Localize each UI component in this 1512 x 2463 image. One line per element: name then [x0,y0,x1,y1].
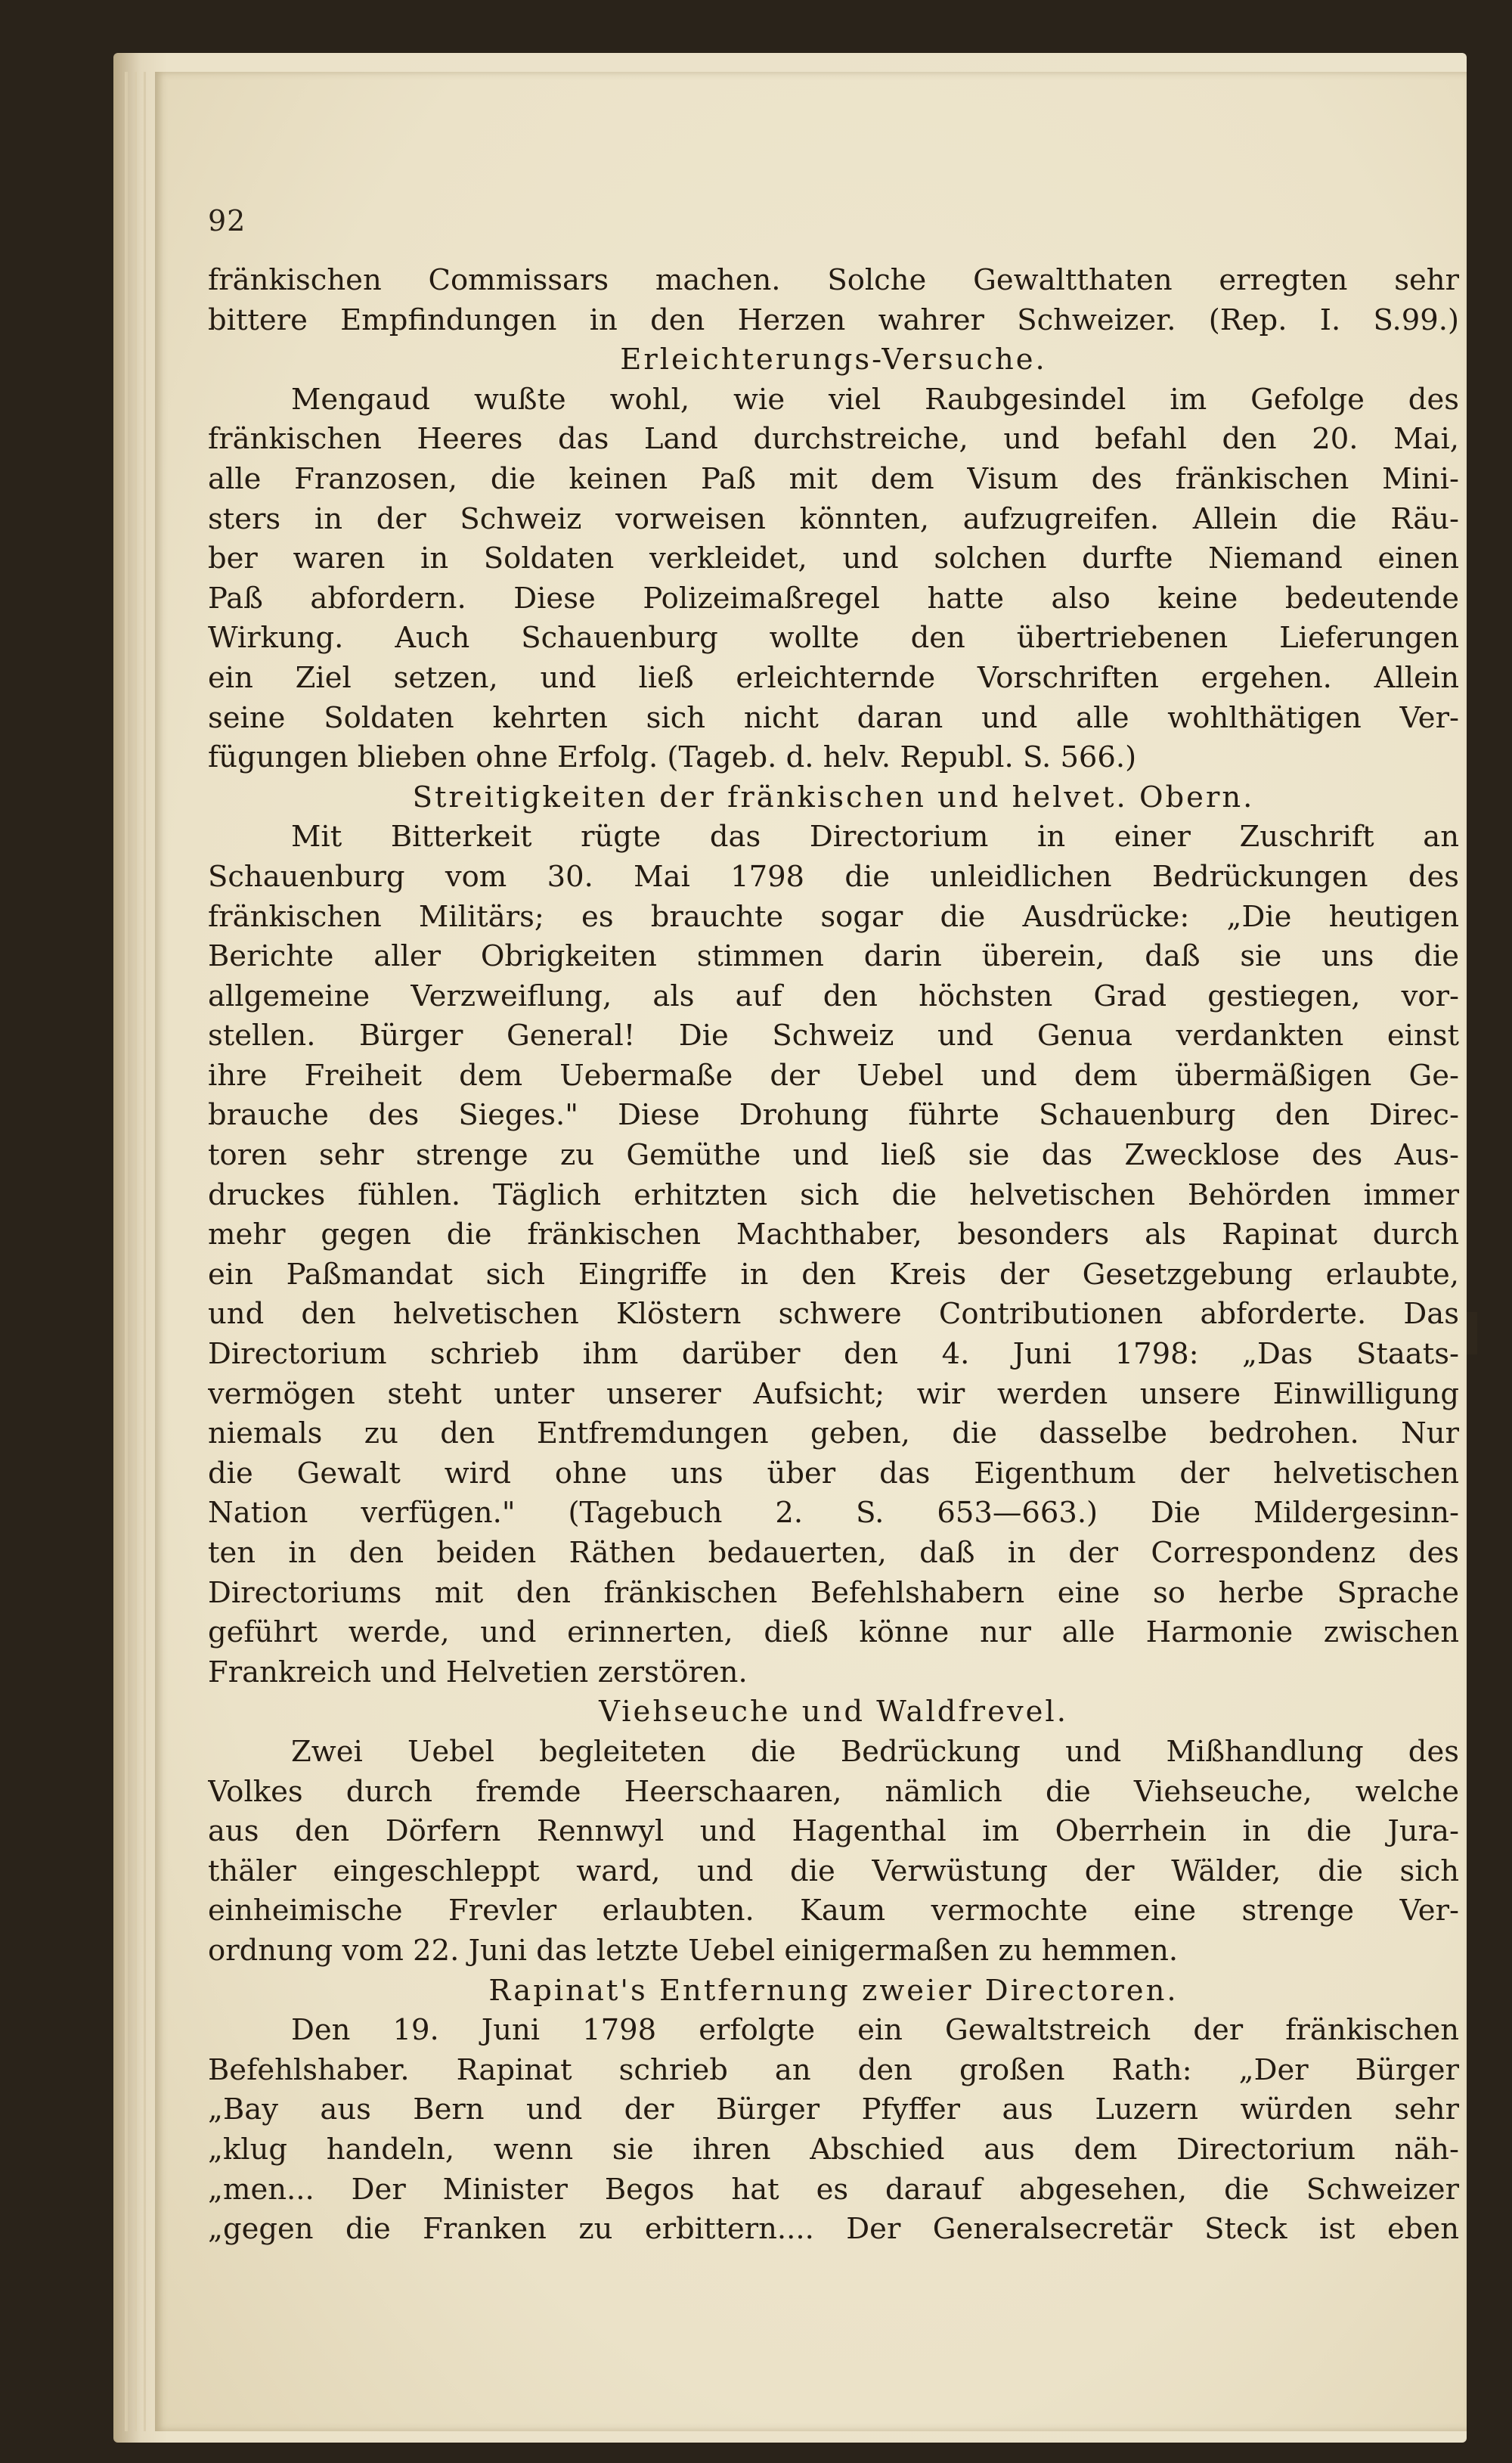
text-line: und den helvetischen Klöstern schwere Contributionen abforderte. Das [208,1297,1459,1332]
text-line: einheimische Frevler erlaubten. Kaum vermochte eine strenge Ver- [208,1894,1459,1928]
text-line: toren sehr strenge zu Gemüthe und ließ sie das Zwecklose des Aus- [208,1138,1459,1173]
text-line: „gegen die Franken zu erbittern.... Der Generalsecretär Steck ist eben [208,2212,1459,2247]
text-line: sters in der Schweiz vorweisen könnten, aufzugreifen. Allein die Räu- [208,501,1459,536]
text-line: Wirkung. Auch Schauenburg wollte den übertriebenen Lieferungen [208,621,1459,656]
text-line: Schauenburg vom 30. Mai 1798 die unleidlichen Bedrückungen des [208,859,1459,894]
text-line: druckes fühlen. Täglich erhitzten sich die helvetischen Behörden immer [208,1177,1459,1212]
text-line: geführt werde, und erinnerten, dieß könne nur alle Harmonie zwischen [208,1615,1459,1650]
section-heading: Erleichterungs-Versuche. [620,343,1047,377]
text-line: „Bay aus Bern und der Bürger Pfyffer aus Luzern würden sehr [208,2092,1459,2127]
text-line: stellen. Bürger General! Die Schweiz und Genua verdankten einst [208,1019,1459,1053]
text-line: „men... Der Minister Begos hat es darauf abgesehen, die Schweizer [208,2172,1459,2207]
text-line: niemals zu den Entfremdungen geben, die dasselbe bedrohen. Nur [208,1416,1459,1451]
text-line: Frankreich und Helvetien zerstören. [208,1655,748,1689]
text-line: seine Soldaten kehrten sich nicht daran und alle wohlthätigen Ver- [208,700,1459,735]
text-line: ihre Freiheit dem Uebermaße der Uebel und dem übermäßigen Ge- [208,1058,1459,1093]
text-line: ten in den beiden Räthen bedauerten, daß in der Correspondenz des [208,1536,1459,1570]
text-line: „klug handeln, wenn sie ihren Abschied aus dem Directorium näh- [208,2132,1459,2167]
text-line: Zwei Uebel begleiteten die Bedrückung und Mißhandlung des [291,1734,1459,1769]
text-line: Paß abfordern. Diese Polizeimaßregel hatte also keine bedeutende [208,581,1459,616]
text-line: Directoriums mit den fränkischen Befehlshabern eine so herbe Sprache [208,1575,1459,1610]
section-heading: Streitigkeiten der fränkischen und helvet. Obern. [412,780,1255,814]
text-line: Nation verfügen." (Tagebuch 2. S. 653—663.) Die Mildergesinn- [208,1496,1459,1531]
text-line: ber waren in Soldaten verkleidet, und solchen durfte Niemand einen [208,541,1459,576]
text-line: allgemeine Verzweiflung, als auf den höchsten Grad gestiegen, vor- [208,979,1459,1013]
section-heading: Viehseuche und Waldfrevel. [599,1695,1068,1729]
text-line: Volkes durch fremde Heerschaaren, nämlich die Viehseuche, welche [208,1774,1459,1809]
page-text [208,261,1459,2250]
text-line: ein Ziel setzen, und ließ erleichternde Vorschriften ergehen. Allein [208,660,1459,695]
text-line: fügungen blieben ohne Erfolg. (Tageb. d. helv. Republ. S. 566.) [208,740,1137,775]
text-line: Berichte aller Obrigkeiten stimmen darin überein, daß sie uns die [208,939,1459,974]
text-line: fränkischen Heeres das Land durchstreiche, und befahl den 20. Mai, [208,422,1459,457]
text-line: aus den Dörfern Rennwyl und Hagenthal im Oberrhein in die Jura- [208,1814,1459,1849]
text-line: ordnung vom 22. Juni das letzte Uebel einigermaßen zu hemmen. [208,1933,1179,1968]
page-number: 92 [208,204,246,237]
text-line: bittere Empfindungen in den Herzen wahrer Schweizer. (Rep. I. S.99.) [208,302,1459,337]
text-line: die Gewalt wird ohne uns über das Eigenthum der helvetischen [208,1456,1459,1491]
text-line: fränkischen Militärs; es brauchte sogar die Ausdrücke: „Die heutigen [208,899,1459,934]
text-line: alle Franzosen, die keinen Paß mit dem Visum des fränkischen Mini- [208,461,1459,496]
text-line: brauche des Sieges." Diese Drohung führte Schauenburg den Direc- [208,1098,1459,1133]
page-edge-line [144,72,146,2431]
text-line: Den 19. Juni 1798 erfolgte ein Gewaltstreich der fränkischen [291,2013,1459,2048]
page-edge-line [125,72,128,2431]
text-line: ein Paßmandat sich Eingriffe in den Kreis der Gesetzgebung erlaubte, [208,1257,1459,1292]
text-line: thäler eingeschleppt ward, und die Verwüstung der Wälder, die sich [208,1853,1459,1888]
section-heading: Rapinat's Entfernung zweier Directoren. [488,1973,1179,2008]
text-line: Mit Bitterkeit rügte das Directorium in einer Zuschrift an [291,820,1459,855]
text-line: vermögen steht unter unserer Aufsicht; wir werden unsere Einwilligung [208,1376,1459,1411]
text-line: Mengaud wußte wohl, wie viel Raubgesindel im Gefolge des [291,382,1459,417]
text-line: Befehlshaber. Rapinat schrieb an den großen Rath: „Der Bürger [208,2052,1459,2087]
page-edge-shadow [1467,1312,1477,1354]
page-edge-line [135,72,137,2431]
text-line: Directorium schrieb ihm darüber den 4. Juni 1798: „Das Staats- [208,1337,1459,1372]
text-line: mehr gegen die fränkischen Machthaber, besonders als Rapinat durch [208,1218,1459,1252]
text-line: fränkischen Commissars machen. Solche Gewaltthaten erregten sehr [208,263,1459,297]
